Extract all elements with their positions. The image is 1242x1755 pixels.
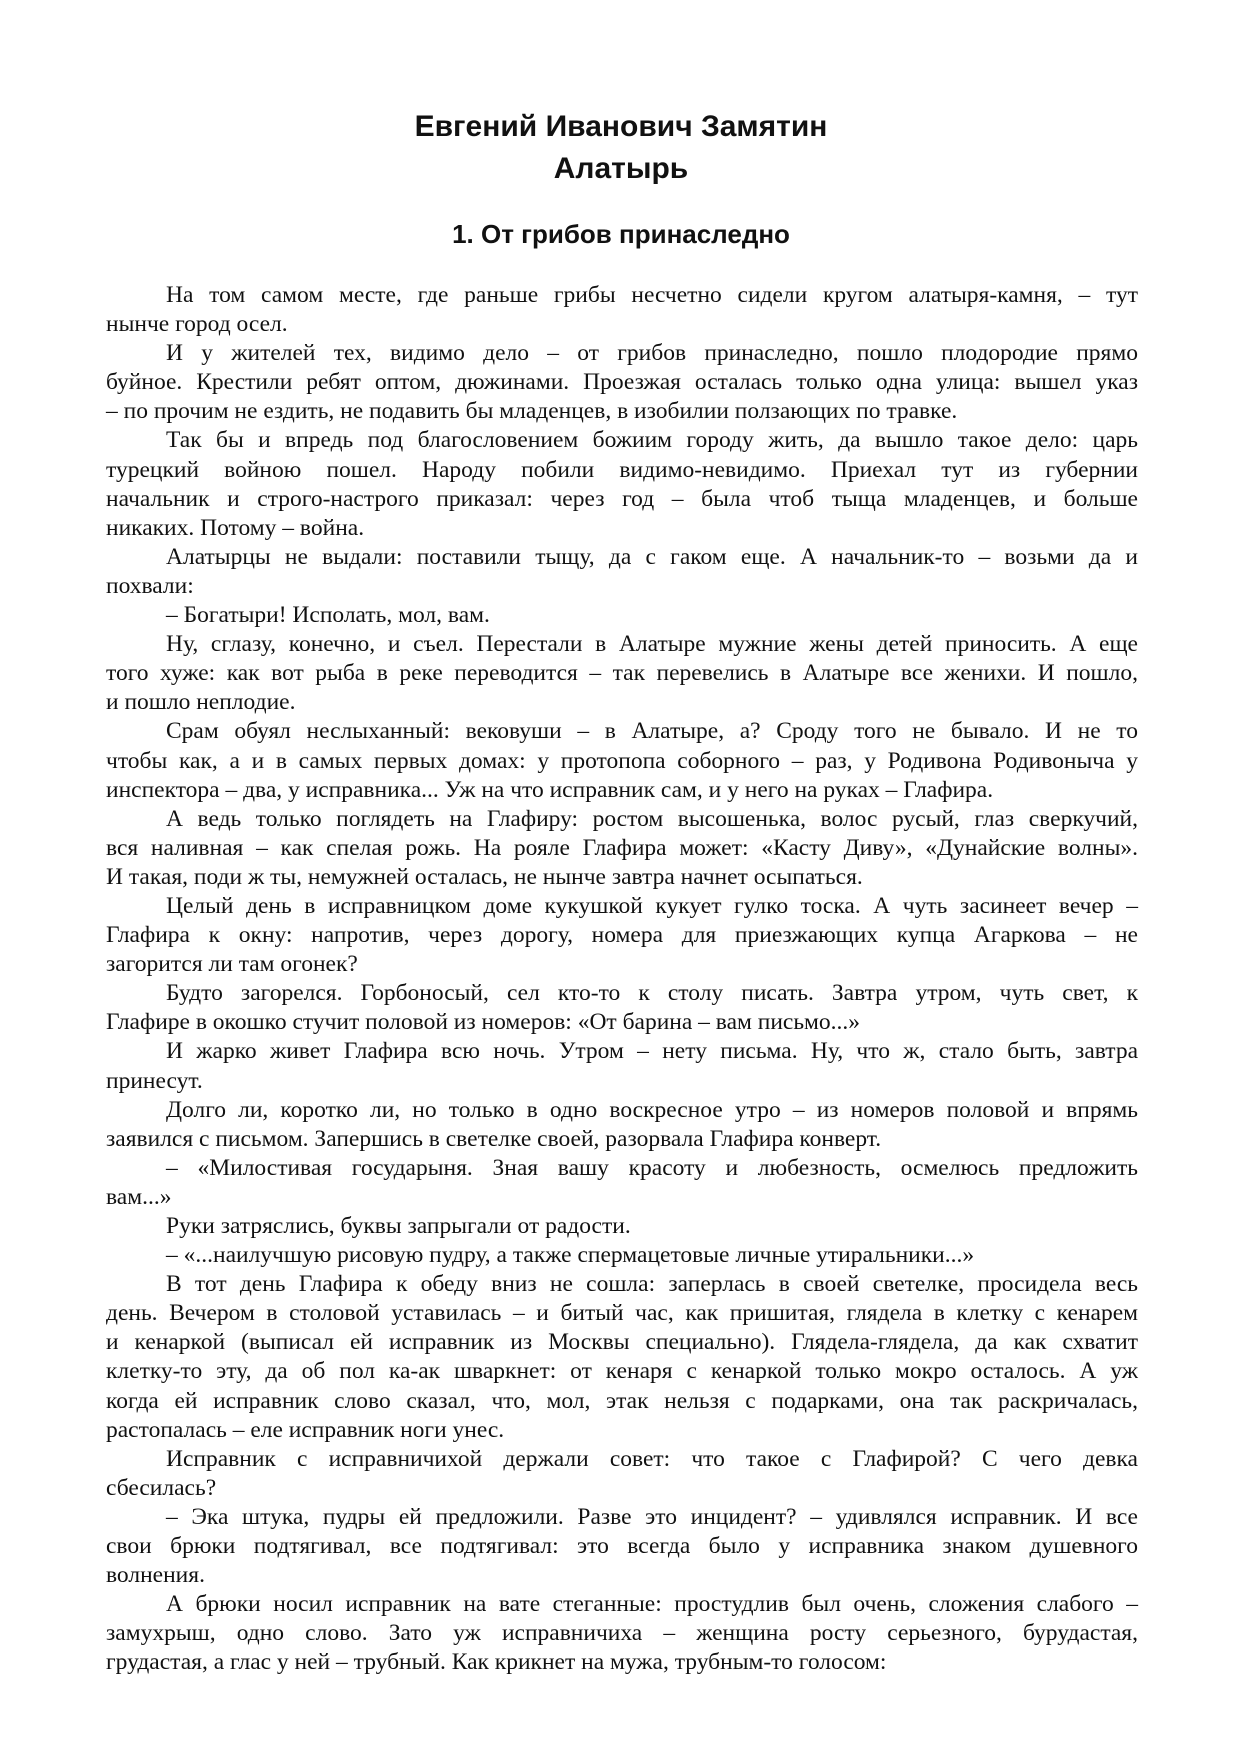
text-line: когда ей исправник слово сказал, что, мол, этак нельзя с подарками, она так раскричалась,: [106, 1387, 1138, 1414]
text-line: Ну, сглазу, конечно, и съел. Перестали в Алатыре мужние жены детей приносить. А еще: [166, 631, 1138, 658]
text-line: клетку-то эту, да об пол ка-ак шваркнет: от кенаря с кенаркой только мокро осталось. А уж: [106, 1358, 1138, 1385]
text-line: Так бы и впредь под благословением божиим городу жить, да вышло такое дело: царь: [166, 427, 1138, 454]
text-line: начальник и строго-настрого приказал: через год – была чтоб тыща младенцев, и больше: [106, 485, 1138, 512]
text-line: волнения.: [106, 1562, 205, 1589]
paragraph: [106, 979, 1138, 1037]
text-line: похвали:: [106, 572, 194, 599]
paragraph: [106, 1096, 1138, 1154]
text-line: и пошло неплодие.: [106, 689, 296, 716]
work-title: Алатырь: [553, 152, 689, 185]
text-line: Целый день в исправницком доме кукушкой кукует гулко тоска. А чуть засинеет вечер –: [166, 892, 1138, 919]
text-line: – по прочим не ездить, не подавить бы младенцев, в изобилии ползающих по травке.: [106, 398, 958, 425]
author-name: Евгений Иванович Замятин: [414, 110, 828, 143]
text-line: замухрыш, одно слово. Зато уж исправничиха – женщина росту серьезного, бурудастая,: [106, 1620, 1138, 1647]
text-line: Алатырцы не выдали: поставили тыщу, да с гаком еще. А начальник-то – возьми да и: [166, 543, 1138, 570]
text-line: Исправник с исправничихой держали совет: что такое с Глафирой? С чего девка: [166, 1445, 1138, 1472]
paragraph: [106, 717, 1138, 804]
text-line: заявился с письмом. Запершись в светелке своей, разорвала Глафира конверт.: [106, 1125, 882, 1152]
paragraph: [106, 1270, 1138, 1445]
text-line: – Эка штука, пудры ей предложили. Разве это инцидент? – удивлялся исправник. И все: [166, 1503, 1138, 1530]
text-line: день. Вечером в столовой уставилась – и битый час, как пришитая, глядела в клетку с кенарем: [106, 1300, 1138, 1327]
paragraph: [106, 805, 1138, 892]
paragraph: [106, 1503, 1138, 1590]
paragraph: [106, 1037, 1138, 1095]
text-line: чтобы как, а и в самых первых домах: у протопопа соборного – раз, у Родивона Родивоныча у: [106, 747, 1138, 774]
text-line: никаких. Потому – война.: [106, 514, 365, 541]
text-line: В тот день Глафира к обеду вниз не сошла: заперлась в своей светелке, просидела весь: [166, 1271, 1138, 1298]
paragraph: [106, 892, 1138, 979]
paragraph: [106, 1154, 1138, 1212]
text-line: – Богатыри! Исполать, мол, вам.: [166, 602, 490, 629]
paragraph: [106, 1445, 1138, 1503]
text-line: сбесилась?: [106, 1474, 217, 1501]
text-line: И у жителей тех, видимо дело – от грибов принаследно, пошло плодородие прямо: [166, 340, 1138, 367]
text-line: И жарко живет Глафира всю ночь. Утром – нету письма. Ну, что ж, стало быть, завтра: [166, 1038, 1138, 1065]
text-line: А брюки носил исправник на вате стеганные: простудлив был очень, сложения слабого –: [166, 1591, 1138, 1618]
paragraph: [106, 543, 1138, 601]
text-line: Срам обуял неслыханный: вековуши – в Алатыре, а? Сроду того не бывало. И не то: [166, 718, 1138, 745]
text-line: турецкий войною пошел. Народу побили видимо-невидимо. Приехал тут из губернии: [106, 456, 1138, 483]
paragraph: [106, 339, 1138, 426]
text-line: А ведь только поглядеть на Глафиру: ростом высошенька, волос русый, глаз сверкучий,: [166, 805, 1138, 832]
text-line: Будто загорелся. Горбоносый, сел кто-то к столу писать. Завтра утром, чуть свет, к: [166, 980, 1138, 1007]
text-line: На том самом месте, где раньше грибы несчетно сидели кругом алатыря-камня, – тут: [166, 282, 1138, 308]
text-line: растопалась – еле исправник ноги унес.: [106, 1416, 505, 1443]
text-line: – «...наилучшую рисовую пудру, а также спермацетовые личные утиральники...»: [166, 1242, 975, 1269]
text-line: буйное. Крестили ребят оптом, дюжинами. Проезжая осталась только одна улица: вышел указ: [106, 369, 1138, 396]
text-line: – «Милостивая государыня. Зная вашу красоту и любезность, осмелюсь предложить: [166, 1154, 1138, 1181]
paragraph: [106, 630, 1138, 717]
paragraph: [106, 1590, 1138, 1677]
text-line: Долго ли, коротко ли, но только в одно воскресное утро – из номеров половой и впрямь: [166, 1096, 1138, 1123]
text-line: того хуже: как вот рыба в реке переводится – так перевелись в Алатыре все женихи. И пошло,: [106, 660, 1138, 687]
paragraph: [106, 1212, 1138, 1241]
text-line: вам...»: [106, 1183, 172, 1210]
document-body: [106, 281, 1138, 1678]
text-line: принесут.: [106, 1067, 203, 1094]
text-line: Глафира к окну: напротив, через дорогу, номера для приезжающих купца Агаркова – не: [106, 922, 1138, 949]
text-line: вся наливная – как спелая рожь. На рояле Глафира может: «Касту Диву», «Дунайские волны».: [106, 834, 1138, 861]
text-line: грудастая, а глас у ней – трубный. Как крикнет на мужа, трубным-то голосом:: [106, 1649, 887, 1676]
text-line: нынче город осел.: [106, 311, 288, 338]
text-line: И такая, поди ж ты, немужней осталась, не нынче завтра начнет осыпаться.: [106, 863, 863, 890]
paragraph: [106, 601, 1138, 630]
text-line: Глафире в окошко стучит половой из номеров: «От барина – вам письмо...»: [106, 1009, 861, 1036]
text-line: свои брюки подтягивал, все подтягивал: это всегда было у исправника знаком душевного: [106, 1533, 1138, 1560]
paragraph: [106, 281, 1138, 339]
chapter-heading: 1. От грибов принаследно: [452, 219, 790, 249]
text-line: и кенаркой (выписал ей исправник из Москвы специально). Глядела-глядела, да как схватит: [106, 1329, 1138, 1356]
text-line: Руки затряслись, буквы запрыгали от радости.: [166, 1213, 631, 1239]
paragraph: [106, 1241, 1138, 1270]
paragraph: [106, 426, 1138, 542]
text-line: инспектора – два, у исправника... Уж на что исправник сам, и у него на руках – Глафира.: [106, 776, 994, 803]
text-line: загорится ли там огонек?: [106, 951, 358, 978]
